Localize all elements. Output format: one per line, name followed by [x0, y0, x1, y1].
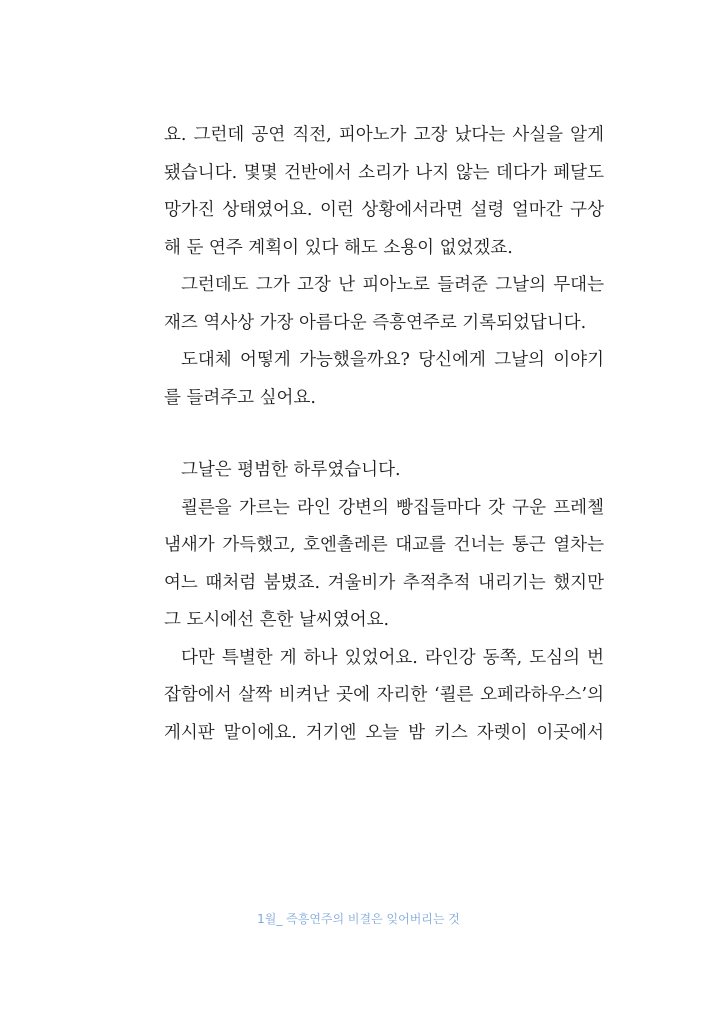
text-line: 그 도시에선 흔한 날씨였어요. — [164, 610, 390, 630]
text-line: 다만 특별한 게 하나 있었어요. 라인강 동쪽, 도심의 번 — [181, 647, 604, 668]
text-line: 잡함에서 살짝 비켜난 곳에 자리한 ‘쾰른 오페라하우스’의 — [164, 685, 604, 705]
body-text-block-1 — [164, 117, 604, 417]
text-line: 쾰른을 가르는 라인 강변의 빵집들마다 갓 구운 프레첼 — [181, 497, 604, 518]
body-text-block-2 — [164, 452, 604, 752]
text-line: 도대체 어떻게 가능했을까요? 당신에게 그날의 이야기 — [181, 350, 604, 370]
text-line: 여느 때처럼 붐볐죠. 겨울비가 추적추적 내리기는 했지만 — [164, 572, 604, 593]
text-line: 냄새가 가득했고, 호엔촐레른 대교를 건너는 통근 열차는 — [164, 535, 604, 555]
text-line: 그런데도 그가 고장 난 피아노로 들려준 그날의 무대는 — [181, 275, 604, 295]
page-footer-running-title: 1월_ 즉흥연주의 비결은 잊어버리는 것 — [257, 912, 460, 926]
text-line: 요. 그런데 공연 직전, 피아노가 고장 났다는 사실을 알게 — [164, 125, 604, 145]
text-line: 게시판 말이에요. 거기엔 오늘 밤 키스 자렛이 이곳에서 — [164, 722, 604, 743]
text-line: 됐습니다. 몇몇 건반에서 소리가 나지 않는 데다가 페달도 — [164, 162, 604, 183]
text-line: 그날은 평범한 하루였습니다. — [181, 460, 401, 480]
text-line: 를 들려주고 싶어요. — [164, 387, 316, 408]
text-line: 망가진 상태였어요. 이런 상황에서라면 설령 얼마간 구상 — [164, 200, 604, 220]
text-line: 해 둔 연주 계획이 있다 해도 소용이 없었겠죠. — [164, 237, 513, 258]
text-line: 재즈 역사상 가장 아름다운 즉흥연주로 기록되었답니다. — [164, 312, 587, 333]
